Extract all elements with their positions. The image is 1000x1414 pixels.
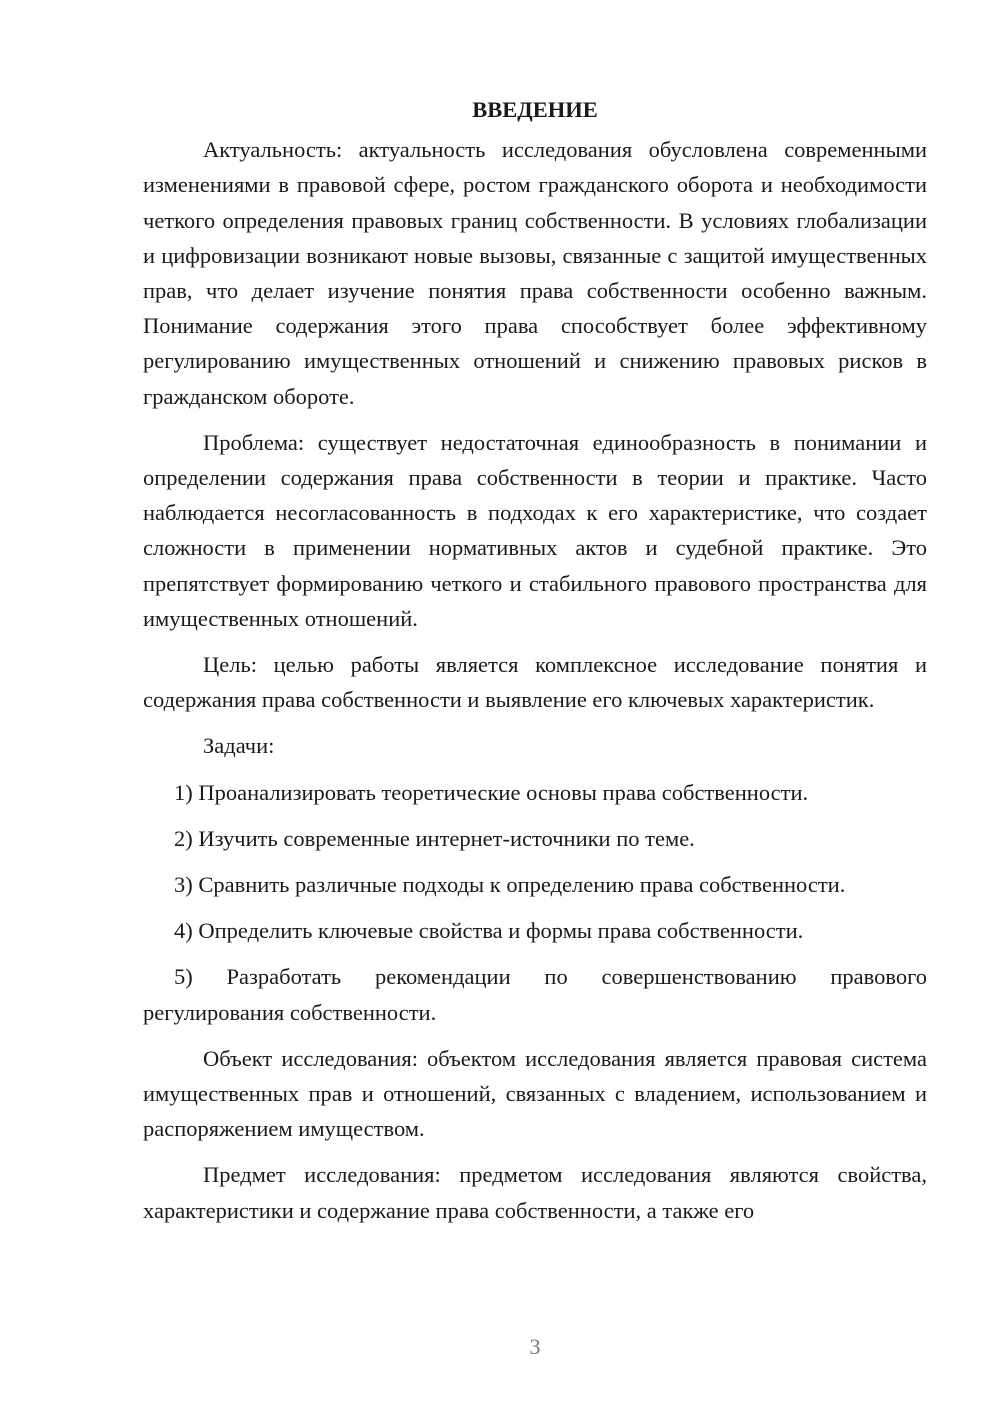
task-item: 3) Сравнить различные подходы к определению права собственности.: [174, 872, 846, 898]
page-number: 3: [529, 1334, 541, 1359]
task-item: 1) Проанализировать теоретические основы права собственности.: [174, 779, 809, 805]
task-item: 2) Изучить современные интернет-источники по теме.: [174, 825, 695, 851]
paragraph-goal: Цель: целью работы является комплексное исследование понятия и содержания права собственности и выявление его ключевых характеристик.: [143, 652, 927, 713]
section-title: ВВЕДЕНИЕ: [472, 97, 598, 122]
tasks-label: Задачи:: [203, 733, 275, 759]
paragraph-relevance: Актуальность: актуальность исследования обусловлена современными изменениями в правовой сфере, ростом гражданского оборота и необходимости четкого определения правовых границ собственности. В условиях глобализации и цифровизации возникают новые вызовы, связанные с защитой имущественных прав, что делает изучение понятия права собственности особенно важным. Понимание содержания этого права способствует более эффективному регулированию имущественных отношений и снижению правовых рисков в гражданском обороте.: [143, 137, 927, 409]
tasks-list: [143, 775, 927, 1030]
task-item: 5) Разработать рекомендации по совершенствованию правового регулирования собственности.: [143, 964, 927, 1025]
paragraph-problem: Проблема: существует недостаточная единообразность в понимании и определении содержания права собственности в теории и практике. Часто наблюдается несогласованность в подходах к его характеристике, что создает сложности в применении нормативных актов и судебной практике. Это препятствует формированию четкого и стабильного правового пространства для имущественных отношений.: [143, 429, 927, 631]
page-content: [143, 92, 927, 1239]
paragraph-object: Объект исследования: объектом исследования является правовая система имущественных прав и отношений, связанных с владением, использованием и распоряжением имуществом.: [143, 1045, 927, 1142]
paragraph-subject: Предмет исследования: предметом исследования являются свойства, характеристики и содержание права собственности, а также его: [143, 1162, 927, 1223]
task-item: 4) Определить ключевые свойства и формы права собственности.: [174, 918, 804, 944]
